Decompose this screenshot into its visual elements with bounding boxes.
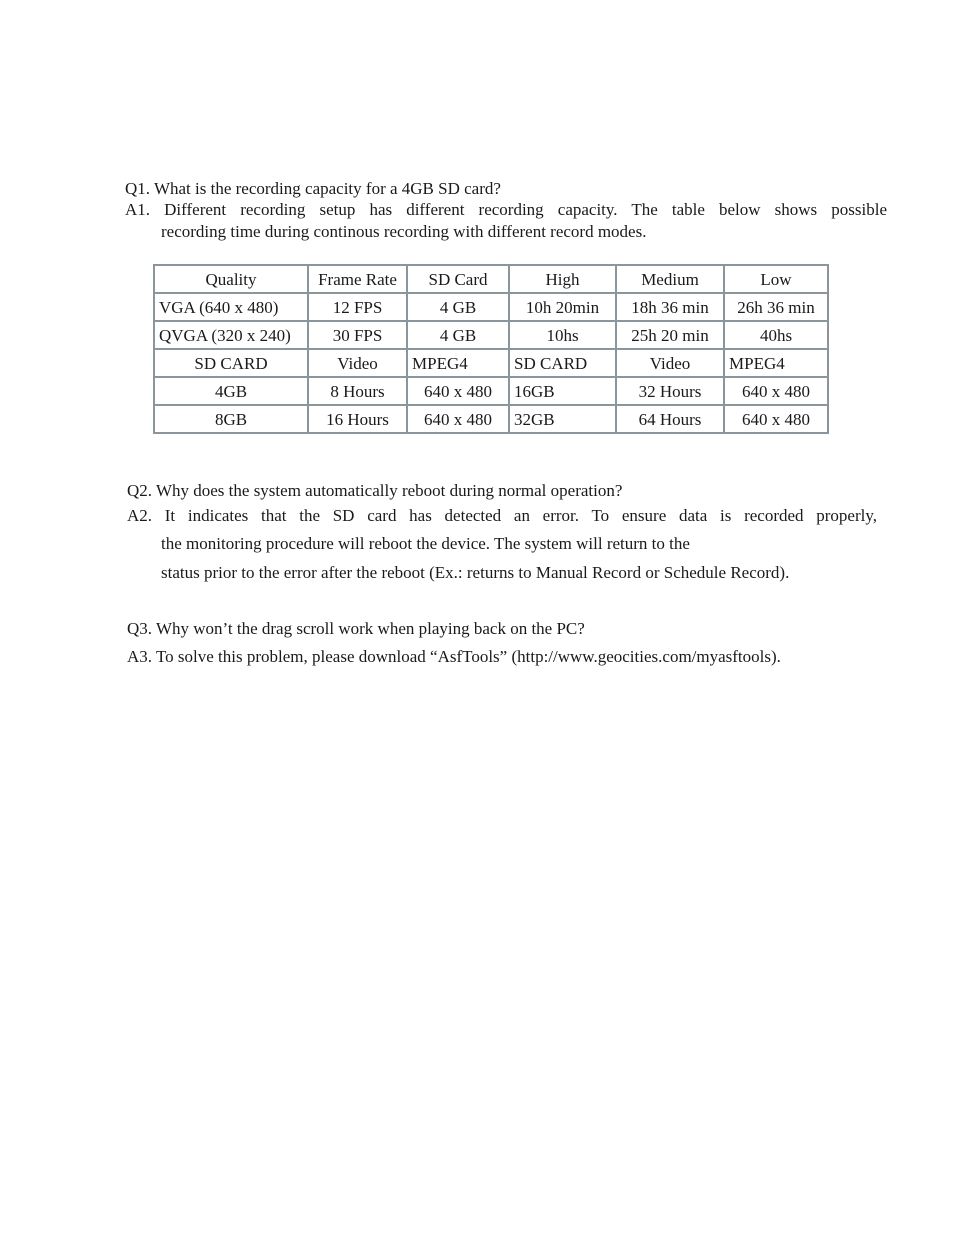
table-row [154, 349, 828, 377]
recording-capacity-table [153, 264, 829, 434]
q1-question: Q1. What is the recording capacity for a 4GB SD card? [125, 179, 501, 198]
q2-answer-line2: the monitoring procedure will reboot the device. The system will return to the [161, 534, 690, 553]
table-cell: 32 Hours [616, 377, 724, 405]
table-row [154, 377, 828, 405]
table-cell: 32GB [509, 405, 616, 433]
table-cell: Frame Rate [308, 265, 407, 293]
q1-answer-line1: A1. Different recording setup has different recording capacity. The table below shows possible [125, 200, 887, 219]
table-cell: Video [616, 349, 724, 377]
table-cell: 640 x 480 [407, 405, 509, 433]
table-cell: 16 Hours [308, 405, 407, 433]
table-cell: High [509, 265, 616, 293]
table-cell: 25h 20 min [616, 321, 724, 349]
table-cell: 640 x 480 [724, 377, 828, 405]
table-row [154, 405, 828, 433]
q3-answer: A3. To solve this problem, please download “AsfTools” (http://www.geocities.com/myasftools). [127, 647, 781, 666]
table-cell: Low [724, 265, 828, 293]
table-cell: 4GB [154, 377, 308, 405]
table-cell: QVGA (320 x 240) [154, 321, 308, 349]
table-cell: 4 GB [407, 293, 509, 321]
table-cell: 10hs [509, 321, 616, 349]
table-cell: 640 x 480 [724, 405, 828, 433]
q2-answer-line3: status prior to the error after the reboot (Ex.: returns to Manual Record or Schedule Record). [161, 563, 790, 582]
table-cell: 12 FPS [308, 293, 407, 321]
q1-answer-line2: recording time during continous recording with different record modes. [161, 222, 647, 241]
table-cell: 8GB [154, 405, 308, 433]
q2-question: Q2. Why does the system automatically reboot during normal operation? [127, 481, 623, 500]
q2-answer-line1: A2. It indicates that the SD card has detected an error. To ensure data is recorded properly, [127, 506, 877, 525]
table-cell: 640 x 480 [407, 377, 509, 405]
table-cell: 30 FPS [308, 321, 407, 349]
table-row [154, 293, 828, 321]
table-cell: 8 Hours [308, 377, 407, 405]
table-cell: 16GB [509, 377, 616, 405]
table-cell: 40hs [724, 321, 828, 349]
table-cell: SD Card [407, 265, 509, 293]
table-cell: MPEG4 [724, 349, 828, 377]
table-cell: VGA (640 x 480) [154, 293, 308, 321]
table-cell: SD CARD [154, 349, 308, 377]
table-cell: 18h 36 min [616, 293, 724, 321]
table-cell: Medium [616, 265, 724, 293]
table-cell: MPEG4 [407, 349, 509, 377]
table-cell: 26h 36 min [724, 293, 828, 321]
table-cell: SD CARD [509, 349, 616, 377]
table-row [154, 321, 828, 349]
q3-question: Q3. Why won’t the drag scroll work when playing back on the PC? [127, 619, 585, 638]
table-row [154, 265, 828, 293]
table-cell: Quality [154, 265, 308, 293]
table-cell: 64 Hours [616, 405, 724, 433]
table-cell: Video [308, 349, 407, 377]
table-cell: 10h 20min [509, 293, 616, 321]
table-cell: 4 GB [407, 321, 509, 349]
